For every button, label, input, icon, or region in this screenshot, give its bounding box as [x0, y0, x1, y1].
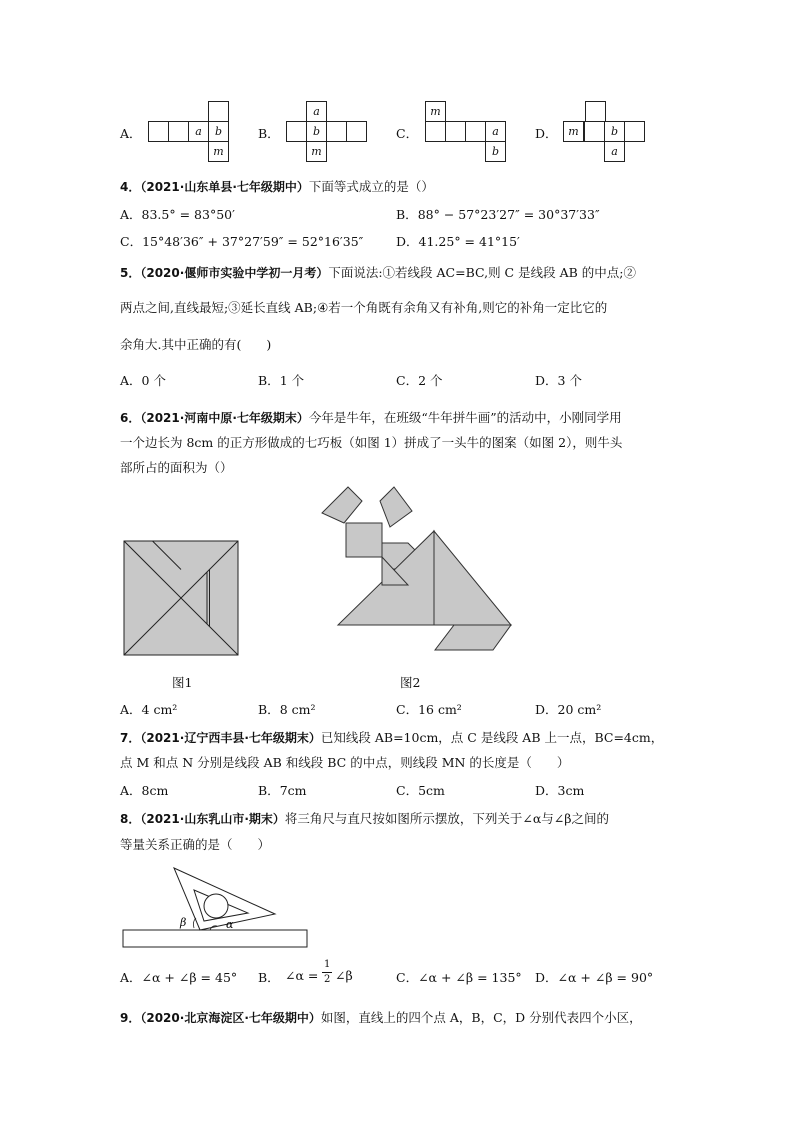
- q6-stem: [120, 408, 622, 426]
- ruler-triangle-figure: [122, 862, 310, 950]
- q5-option-d[interactable]: D．3 个: [535, 373, 582, 388]
- net-cell: m: [306, 141, 327, 162]
- ruler: [123, 930, 307, 947]
- net-cell: [168, 121, 189, 142]
- net-cell: [465, 121, 486, 142]
- q6-option-b[interactable]: B．8 cm²: [258, 702, 316, 717]
- q5-option-c[interactable]: C．2 个: [396, 373, 443, 388]
- net-cell: m: [425, 101, 446, 122]
- question-source: （2021·辽宁西丰县·七年级期末）: [140, 731, 321, 745]
- q4-option-b[interactable]: B．88° − 57°23′27″ = 30°37′33″: [396, 207, 600, 222]
- net-cell: [445, 121, 466, 142]
- q6-option-a[interactable]: A．4 cm²: [120, 702, 178, 717]
- q6-text-line: 部所占的面积为（）: [120, 460, 233, 475]
- question-number: 4．: [120, 180, 141, 194]
- question-number: 6．: [120, 411, 141, 425]
- net-cell: [584, 121, 605, 142]
- net-cell: b: [485, 141, 506, 162]
- net-cell: [346, 121, 367, 142]
- tangram-square-figure: [124, 541, 238, 655]
- question-number: 8．: [120, 812, 141, 826]
- q9-stem: [120, 1008, 642, 1026]
- net-cell: b: [208, 121, 229, 142]
- q8-option-a[interactable]: A．∠α + ∠β = 45°: [120, 970, 238, 985]
- q5-text-line: 余角大.其中正确的有( ): [120, 337, 272, 352]
- figure1-caption: 图1: [172, 675, 193, 690]
- question-text: 如图，直线上的四个点 A，B，C，D 分别代表四个小区，: [320, 1010, 642, 1025]
- q5-option-a[interactable]: A．0 个: [120, 373, 166, 388]
- option-label: A．: [120, 126, 142, 141]
- figure2-caption: 图2: [400, 675, 421, 690]
- net-cell: a: [485, 121, 506, 142]
- net-cell: [286, 121, 307, 142]
- question-text: 已知线段 AB=10cm，点 C 是线段 AB 上一点，BC=4cm，: [320, 730, 664, 745]
- question-text: 今年是牛年，在班级“牛年拼牛画”的活动中，小刚同学用: [308, 410, 622, 425]
- q5-option-b[interactable]: B．1 个: [258, 373, 305, 388]
- q4-option-d[interactable]: D．41.25° = 41°15′: [396, 234, 520, 249]
- question-source: （2021·山东乳山市·期末）: [140, 812, 285, 826]
- question-text: 下面说法:①若线段 AC=BC,则 C 是线段 AB 的中点;②: [328, 265, 636, 280]
- q8-stem: [120, 809, 609, 827]
- beta-label: β: [180, 916, 187, 929]
- question-number: 9．: [120, 1011, 141, 1025]
- question-number: 7．: [120, 731, 141, 745]
- q4-stem: [120, 177, 434, 195]
- q7-text-line: 点 M 和点 N 分别是线段 AB 和线段 BC 的中点，则线段 MN 的长度是（ ）: [120, 755, 570, 770]
- option-label: C．: [396, 126, 419, 141]
- q7-option-b[interactable]: B．7cm: [258, 783, 307, 798]
- net-cell: [624, 121, 645, 142]
- net-cell: a: [306, 101, 327, 122]
- net-cell: [326, 121, 347, 142]
- net-cell: m: [208, 141, 229, 162]
- q8-text-line: 等量关系正确的是（ ）: [120, 837, 271, 852]
- question-source: （2020·北京海淀区·七年级期中）: [140, 1011, 321, 1025]
- net-cell: m: [563, 121, 584, 142]
- net-cell: [148, 121, 169, 142]
- q8-option-d[interactable]: D．∠α + ∠β = 90°: [535, 970, 654, 985]
- net-cell: b: [306, 121, 327, 142]
- q6-option-c[interactable]: C．16 cm²: [396, 702, 462, 717]
- q4-option-c[interactable]: C．15°48′36″ + 37°27′59″ = 52°16′35″: [120, 234, 364, 249]
- question-source: （2021·河南中原·七年级期末）: [140, 411, 309, 425]
- q8-option-c[interactable]: C．∠α + ∠β = 135°: [396, 970, 522, 985]
- net-cell: [425, 121, 446, 142]
- q7-option-d[interactable]: D．3cm: [535, 783, 585, 798]
- net-cell: [585, 101, 606, 122]
- q4-option-a[interactable]: A．83.5° = 83°50′: [120, 207, 235, 222]
- net-cell: a: [188, 121, 209, 142]
- question-number: 5．: [120, 266, 141, 280]
- tangram-ox-figure: [318, 487, 518, 655]
- net-cell: a: [604, 141, 625, 162]
- q7-option-a[interactable]: A．8cm: [120, 783, 169, 798]
- alpha-label: α: [226, 918, 234, 931]
- option-label: B．: [258, 126, 280, 141]
- question-source: （2021·山东单县·七年级期中）: [140, 180, 309, 194]
- q6-text-line: 一个边长为 8cm 的正方形做成的七巧板（如图 1）拼成了一头牛的图案（如图 2），则牛头: [120, 435, 623, 450]
- option-label: D．: [535, 126, 558, 141]
- question-text: 下面等式成立的是（）: [308, 179, 434, 194]
- q5-text-line: 两点之间,直线最短;③延长直线 AB;④若一个角既有余角又有补角,则它的补角一定比它的: [120, 300, 608, 315]
- q5-stem: [120, 263, 636, 281]
- question-text: 将三角尺与直尺按如图所示摆放，下列关于∠α与∠β之间的: [284, 811, 610, 826]
- question-source: （2020·偃师市实验中学初一月考）: [140, 266, 329, 280]
- net-cell: b: [604, 121, 625, 142]
- net-cell: [208, 101, 229, 122]
- q6-option-d[interactable]: D．20 cm²: [535, 702, 602, 717]
- q7-option-c[interactable]: C．5cm: [396, 783, 445, 798]
- q7-stem: [120, 728, 663, 746]
